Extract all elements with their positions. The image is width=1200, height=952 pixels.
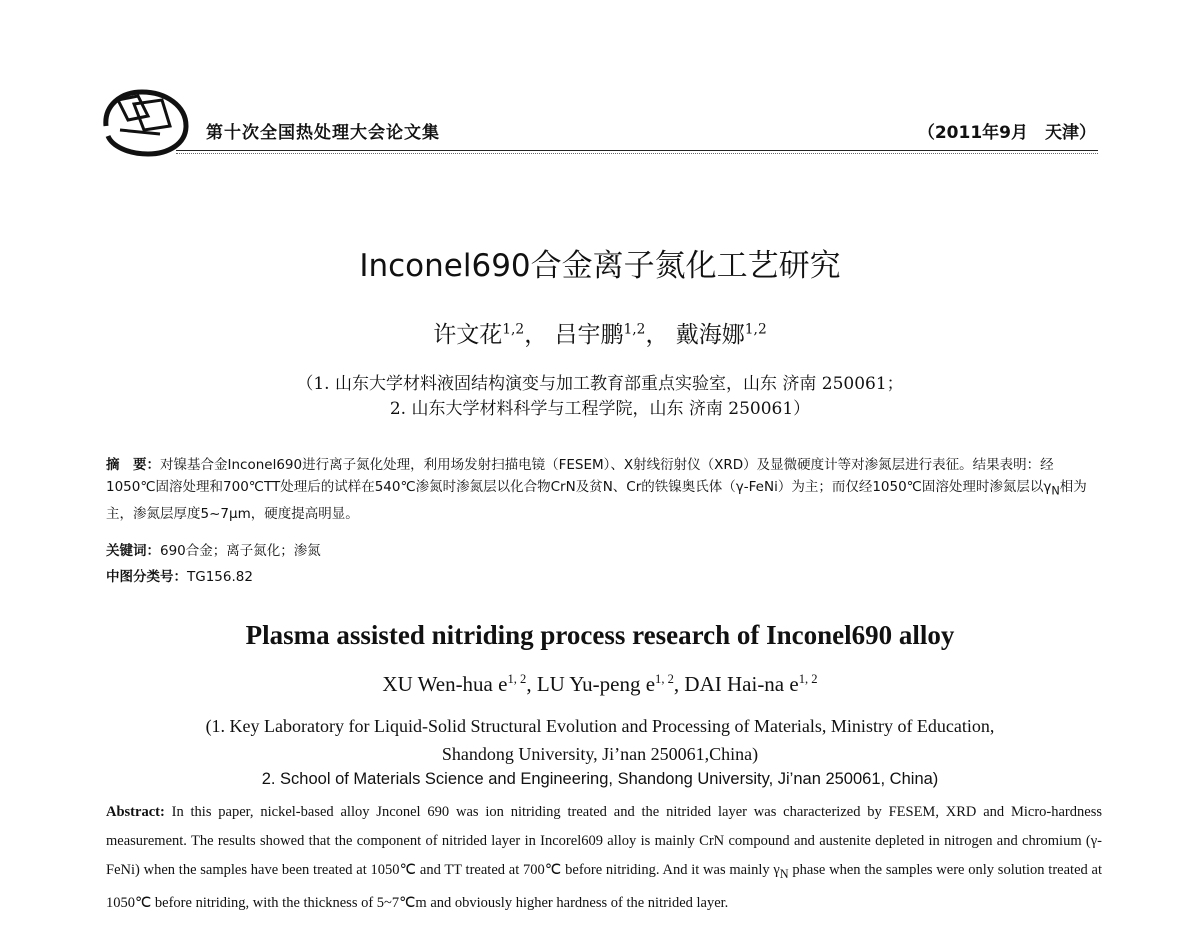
- author-affiliation-mark: 1,2: [623, 321, 646, 338]
- keywords-value: 690合金；离子氮化；渗氮: [160, 543, 321, 559]
- english-title: Plasma assisted nitriding process research of Inconel690 alloy: [245, 620, 955, 650]
- english-abstract: [106, 798, 1102, 918]
- author-name: LU Yu-peng e: [536, 672, 656, 696]
- class-label: 中图分类号：: [106, 569, 187, 585]
- english-authors: [0, 672, 1200, 697]
- author-affiliation-mark: 1, 2: [655, 672, 674, 686]
- author-affiliation-mark: 1,2: [744, 321, 767, 338]
- header-rule-dotted: [176, 153, 1098, 154]
- chinese-authors: [0, 316, 1200, 349]
- chinese-keywords: [106, 540, 321, 562]
- chinese-abstract-text: 对镍基合金Inconel690进行离子氮化处理，利用场发射扫描电镜（FESEM）、X射线衍射仪（XRD）及显微硬度计等对渗氮层进行表征。结果表明：经1050℃固溶处理和700℃TT处理后的试样在540℃渗氮时渗氮层以化合物CrN及贫N、Cr的铁镍奥氏体（γ-FeNi）为主；而仅经1050℃固溶处理时渗氮层以γ: [106, 457, 1054, 495]
- author-separator: ,: [673, 672, 685, 696]
- chinese-affiliation-1: （1. 山东大学材料液固结构演变与加工教育部重点实验室，山东 济南 250061；: [296, 374, 904, 394]
- english-affiliation-1: [0, 712, 1200, 768]
- chinese-abstract-label: 摘 要：: [106, 457, 160, 473]
- english-abstract-tail: phase when the samples were only solution treated at 1050℃ before nitriding, with the thickness of 5~7℃m and obviously higher hardness of the nitrided layer.: [106, 862, 1102, 911]
- chinese-title: Inconel690合金离子氮化工艺研究: [359, 248, 841, 284]
- author-separator: ,: [526, 672, 537, 696]
- class-value: TG156.82: [187, 569, 253, 585]
- english-abstract-label: Abstract:: [106, 804, 165, 820]
- author-name: DAI Hai-na e: [684, 672, 799, 696]
- author-name: 吕宇鹏: [554, 322, 624, 348]
- author-separator: ，: [645, 322, 669, 348]
- author-name: 戴海娜: [675, 322, 745, 348]
- author-name: 许文花: [433, 322, 503, 348]
- gamma-subscript: N: [1051, 484, 1060, 498]
- author-affiliation-mark: 1, 2: [798, 672, 818, 686]
- author-affiliation-mark: 1,2: [502, 321, 525, 338]
- gamma-subscript: N: [779, 866, 789, 881]
- chinese-affiliations: [0, 372, 1200, 422]
- chinese-affiliation-2: 2. 山东大学材料科学与工程学院，山东 济南 250061）: [389, 399, 811, 419]
- author-separator: ，: [524, 322, 548, 348]
- proceedings-logo: [100, 86, 192, 158]
- classification-number: [106, 566, 253, 588]
- english-abstract-text: In this paper, nickel-based alloy Jnconel 690 was ion nitriding treated and the nitrided layer was characterized by FESEM, XRD and Micro-hardness measurement. The results showed that the component of nitrided layer in Incorel609 alloy is mainly CrN compound and austenite depleted in nitrogen and chromium (γ-FeNi) when the samples have been treated at 1050℃ and TT treated at 700℃ before nitriding. And it was mainly γ: [106, 804, 1102, 878]
- conference-date-place: （2011年9月 天津）: [917, 123, 1096, 143]
- author-name: XU Wen-hua e: [382, 672, 508, 696]
- english-affiliation-2: 2. School of Materials Science and Engineering, Shandong University, Ji’nan 250061, China): [261, 770, 939, 788]
- author-affiliation-mark: 1, 2: [507, 672, 527, 686]
- chinese-abstract-tail: 相为主，渗氮层厚度5~7μm，硬度提高明显。: [106, 479, 1087, 522]
- keywords-label: 关键词：: [106, 543, 160, 559]
- english-affiliation-1-line1: (1. Key Laboratory for Liquid-Solid Structural Evolution and Processing of Materials, Ministry of Education,: [205, 716, 995, 736]
- proceedings-title: 第十次全国热处理大会论文集: [206, 123, 440, 143]
- english-affiliation-1-line2: Shandong University, Ji’nan 250061,China): [441, 744, 759, 764]
- chinese-abstract: [106, 454, 1102, 525]
- header-rule: [176, 150, 1098, 151]
